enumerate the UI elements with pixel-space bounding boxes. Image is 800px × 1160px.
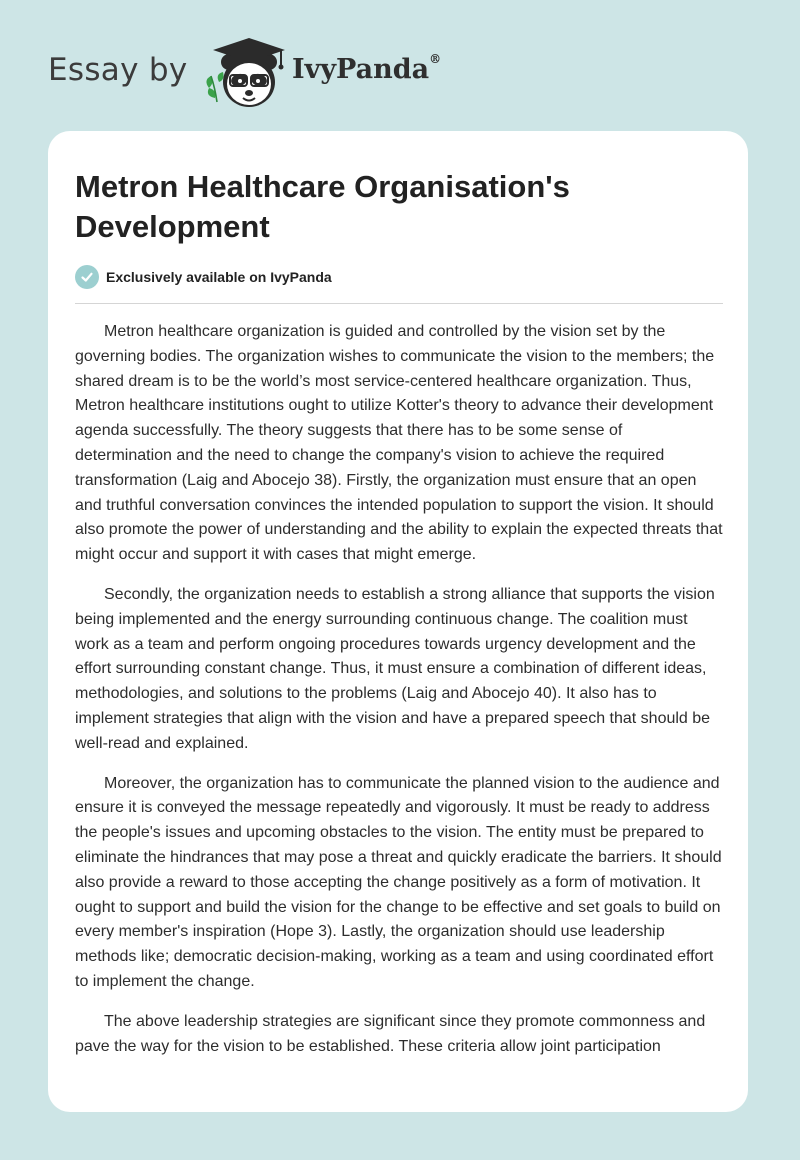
essay-by-label: Essay by	[48, 52, 188, 88]
check-circle-icon	[75, 265, 99, 289]
paragraph: Secondly, the organization needs to establish a strong alliance that supports the vision being implemented and the energy surrounding continuous change. The coalition must work as a team and perform ongoing procedures towards urgency development and the effort surrounding constant change. Thus, it must ensure a combination of different ideas, methodologies, and solutions to the problems (Laig and Abocejo 40). It also has to implement strategies that align with the vision and have a prepared speech that should be well-read and explained.	[75, 585, 715, 752]
essay-card	[48, 131, 748, 1112]
paragraph: Moreover, the organization has to communicate the planned vision to the audience and ensure it is conveyed the message repeatedly and vigorously. It must be ready to address the people's issues and upcoming obstacles to the vision. The entity must be prepared to eliminate the hindrances that may pose a threat and quickly eradicate the barriers. It should also provide a reward to those accepting the change positively as a form of motivation. It ought to support and build the vision for the change to be effective and set goals to build on every member's inspiration (Hope 3). Lastly, the organization should use leadership methods like; democratic decision-making, working as a team and using coordinated effort to implement the change.	[75, 774, 722, 990]
panda-logo-icon[interactable]	[201, 36, 293, 112]
site-header	[48, 32, 748, 112]
essay-title: Metron Healthcare Organisation's Development	[75, 169, 570, 244]
paragraph: Metron healthcare organization is guided and controlled by the vision set by the governing bodies. The organization wishes to communicate the vision to the members; the shared dream is to be the world’s most service-centered healthcare organization. Thus, Metron healthcare institutions ought to utilize Kotter's theory to advance their development agenda successfully. The theory suggests that there has to be some sense of determination and the need to change the company's vision to achieve the required transformation (Laig and Abocejo 38). Firstly, the organization must ensure that an open and truthful conversation convinces the intended population to support the vision. It should also promote the power of understanding and the ability to explain the expected threats that might occur and support it with cases that might emerge.	[75, 323, 723, 564]
exclusive-badge	[75, 264, 332, 290]
paragraph: The above leadership strategies are significant since they promote commonness and pave the way for the vision to be established. These criteria allow joint participation	[75, 1012, 706, 1055]
exclusive-badge-label: Exclusively available on IvyPanda	[106, 269, 332, 285]
essay-body	[75, 320, 723, 1074]
divider	[75, 303, 723, 304]
brand-name[interactable]: IvyPanda®	[292, 52, 442, 85]
registered-mark: ®	[429, 52, 442, 66]
